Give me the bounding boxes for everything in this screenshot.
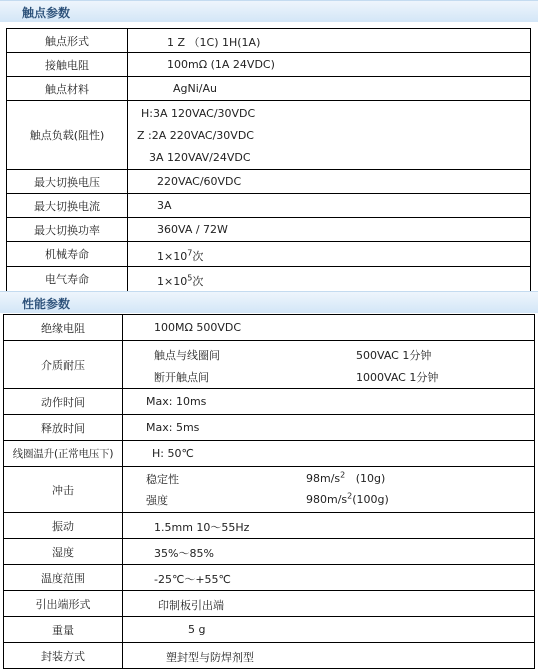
row-label: 引出端形式 [4, 591, 123, 616]
row-label: 振动 [4, 513, 123, 538]
table-row [4, 617, 535, 643]
table-row [7, 77, 531, 101]
row-label: 机械寿命 [7, 242, 128, 266]
table-row [4, 467, 535, 513]
table-row [4, 643, 535, 669]
row-value: 1.5mm 10～55Hz [154, 521, 250, 534]
row-value: $1\times 10^7$次 [157, 248, 204, 263]
row-value: 印制板引出端 [158, 599, 224, 612]
row-label: 触点负载(阻性) [7, 101, 128, 169]
row-value: H: 50℃ [152, 447, 194, 460]
row-label: 释放时间 [4, 415, 123, 440]
table-row [4, 315, 535, 341]
table-row [7, 242, 531, 267]
row-label: 最大切换电压 [7, 170, 128, 193]
table-row [4, 539, 535, 565]
contact-section-header [0, 0, 538, 22]
table-row [7, 194, 531, 218]
row-value: 100mΩ (1A 24VDC) [167, 58, 275, 71]
row-value: 220VAC/60VDC [157, 175, 242, 188]
performance-parameters-table [3, 314, 535, 669]
row-sub-name: 断开触点间 [154, 371, 209, 384]
row-value: 100MΩ 500VDC [154, 321, 242, 334]
table-row [4, 513, 535, 539]
table-row [7, 53, 531, 77]
row-label: 线圈温升(正常电压下) [4, 441, 123, 466]
contact-section-title: 触点参数 [22, 6, 71, 20]
table-row [4, 341, 535, 389]
row-sub-value: 1000VAC 1分钟 [356, 371, 439, 384]
table-row [7, 101, 531, 170]
row-value: Max: 10ms [146, 395, 207, 408]
row-sub-value: $980m/s^2(100g)$ [306, 491, 389, 506]
row-label: 绝缘电阻 [4, 315, 123, 340]
row-value: 3A [157, 199, 172, 212]
row-label: 最大切换功率 [7, 218, 128, 241]
row-value: 塑封型与防焊剂型 [166, 651, 254, 664]
contact-parameters-table [6, 28, 531, 292]
row-label: 湿度 [4, 539, 123, 564]
table-row [4, 591, 535, 617]
row-label: 触点形式 [7, 29, 128, 52]
row-sub-value: 500VAC 1分钟 [356, 349, 432, 362]
row-label: 电气寿命 [7, 267, 128, 291]
row-value-line: Z :2A 220VAC/30VDC [137, 129, 254, 142]
row-sub-name: 稳定性 [146, 473, 179, 486]
row-label: 触点材料 [7, 77, 128, 100]
row-label: 动作时间 [4, 389, 123, 414]
row-value: -25℃～+55℃ [154, 573, 231, 586]
row-label: 接触电阻 [7, 53, 128, 76]
row-value: Max: 5ms [146, 421, 200, 434]
table-row [4, 441, 535, 467]
row-value: 5 g [188, 623, 206, 636]
table-row [4, 565, 535, 591]
row-label: 介质耐压 [4, 341, 123, 388]
row-sub-name: 触点与线圈间 [154, 349, 220, 362]
table-row [4, 389, 535, 415]
row-value: $1\times 10^5$次 [157, 273, 204, 288]
table-row [4, 415, 535, 441]
row-value: 360VA / 72W [157, 223, 228, 236]
table-row [7, 267, 531, 292]
row-value-line: 3A 120VAV/24VDC [149, 151, 251, 164]
row-sub-name: 强度 [146, 494, 168, 507]
row-value: 1 Z （1C) 1H(1A) [167, 36, 261, 49]
table-row [7, 218, 531, 242]
row-label: 重量 [4, 617, 123, 642]
row-value: 35%～85% [154, 547, 214, 560]
row-sub-value: $98m/s^2$ (10g) [306, 470, 386, 485]
row-value-line: H:3A 120VAC/30VDC [141, 107, 256, 120]
row-label: 最大切换电流 [7, 194, 128, 217]
table-row [7, 170, 531, 194]
table-row [7, 29, 531, 53]
row-label: 冲击 [4, 467, 123, 512]
performance-section-header [0, 291, 538, 313]
row-label: 温度范围 [4, 565, 123, 590]
performance-section-title: 性能参数 [22, 297, 71, 311]
row-label: 封装方式 [4, 643, 123, 668]
row-value: AgNi/Au [173, 82, 217, 95]
